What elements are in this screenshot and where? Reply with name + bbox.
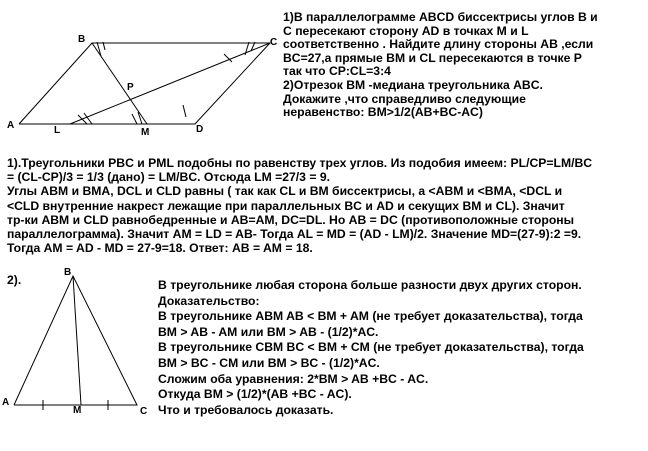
- median-bm: [73, 276, 81, 405]
- solution-2: [158, 278, 584, 418]
- solution-line: BM > BC - CM или BM > BC - (1/2)*AC.: [158, 355, 380, 370]
- triangle-outline: [14, 276, 137, 405]
- solution-2-label: 2).: [7, 273, 22, 287]
- label-b1: B: [78, 34, 86, 45]
- label-p1: P: [127, 82, 134, 93]
- solution-line: Откуда BM > (1/2)*(AB +BC - AC).: [158, 387, 352, 402]
- problem-line: так что CP:CL=3:4: [283, 64, 391, 79]
- label-c1: C: [270, 37, 278, 48]
- problem-line: 2)Отрезок BM -медиана треугольника ABC.: [283, 77, 543, 92]
- label-m2: M: [73, 405, 82, 416]
- label-b2: B: [64, 267, 72, 278]
- label-a1: A: [7, 120, 15, 131]
- solution-line: 1).Треугольники PBC и PML подобны по равенству трех углов. Из подобия имеем: PL/CP=LM/BC: [7, 156, 593, 170]
- solution-line: Что и требовалось доказать.: [158, 402, 334, 417]
- solution-line: = (CL-CP)/3 = 1/3 (дано) = LM/BC. Отсюда LM =27/3 = 9.: [7, 170, 331, 185]
- problem-line: соответственно . Найдите длину стороны AB ,если: [283, 37, 594, 52]
- solution-line: В треугольнике любая сторона больше разности двух других сторон.: [158, 278, 582, 292]
- solution-line: <CLD внутренние накрест лежащие при параллельных BC и AD и секущих BM и CL). Значит: [7, 198, 565, 213]
- solution-line: Углы ABM и BMA, DCL и CLD равны ( так как CL и BM биссектрисы, а <ABM и <BMA, <DCL и: [7, 184, 563, 199]
- problem-line: Докажите ,что справедливо следующие: [283, 91, 526, 106]
- solution-line: BM > AB - AM или BM > AB - (1/2)*AC.: [158, 324, 379, 339]
- solution-line: параллелограмма). Значит AM = LD = AB- Тогда AL = MD = (AD - LM)/2. Значение MD=(27-9):2 =9.: [7, 227, 582, 242]
- solution-line: Доказательство:: [158, 293, 260, 308]
- solution-line: В треугольнике ABM AB < BM + AM (не требует доказательства), тогда: [158, 309, 583, 324]
- label-a2: A: [2, 397, 10, 408]
- label-m1: M: [141, 127, 150, 138]
- label-l1: L: [54, 125, 61, 136]
- solution-line: Сложим оба уравнения: 2*BM > AB +BC - AC.: [158, 371, 429, 386]
- solution-line: тр-ки ABM и CLD равнобедренные и AB=AM, DC=DL. Но AB = DC (противоположные стороны: [7, 212, 575, 227]
- problem-line: 1)В параллелограмме ABCD биссектрисы углов B и: [283, 10, 598, 24]
- label-c2: C: [140, 406, 148, 417]
- problem-line: C пересекают сторону AD в точках M и L: [283, 23, 529, 38]
- problem-line: неравенство: BM>1/2(AB+BC-AC): [283, 105, 483, 120]
- label-d1: D: [196, 124, 204, 135]
- problem-line: BC=27,а прямые BM и CL пересекаются в точке P: [283, 50, 582, 65]
- solution-line: В треугольнике CBM BC < BM + CM (не требует доказательства), тогда: [158, 340, 584, 355]
- solution-line: Тогда AM = AD - MD = 27-9=18. Ответ: AB = AM = 18.: [7, 241, 313, 256]
